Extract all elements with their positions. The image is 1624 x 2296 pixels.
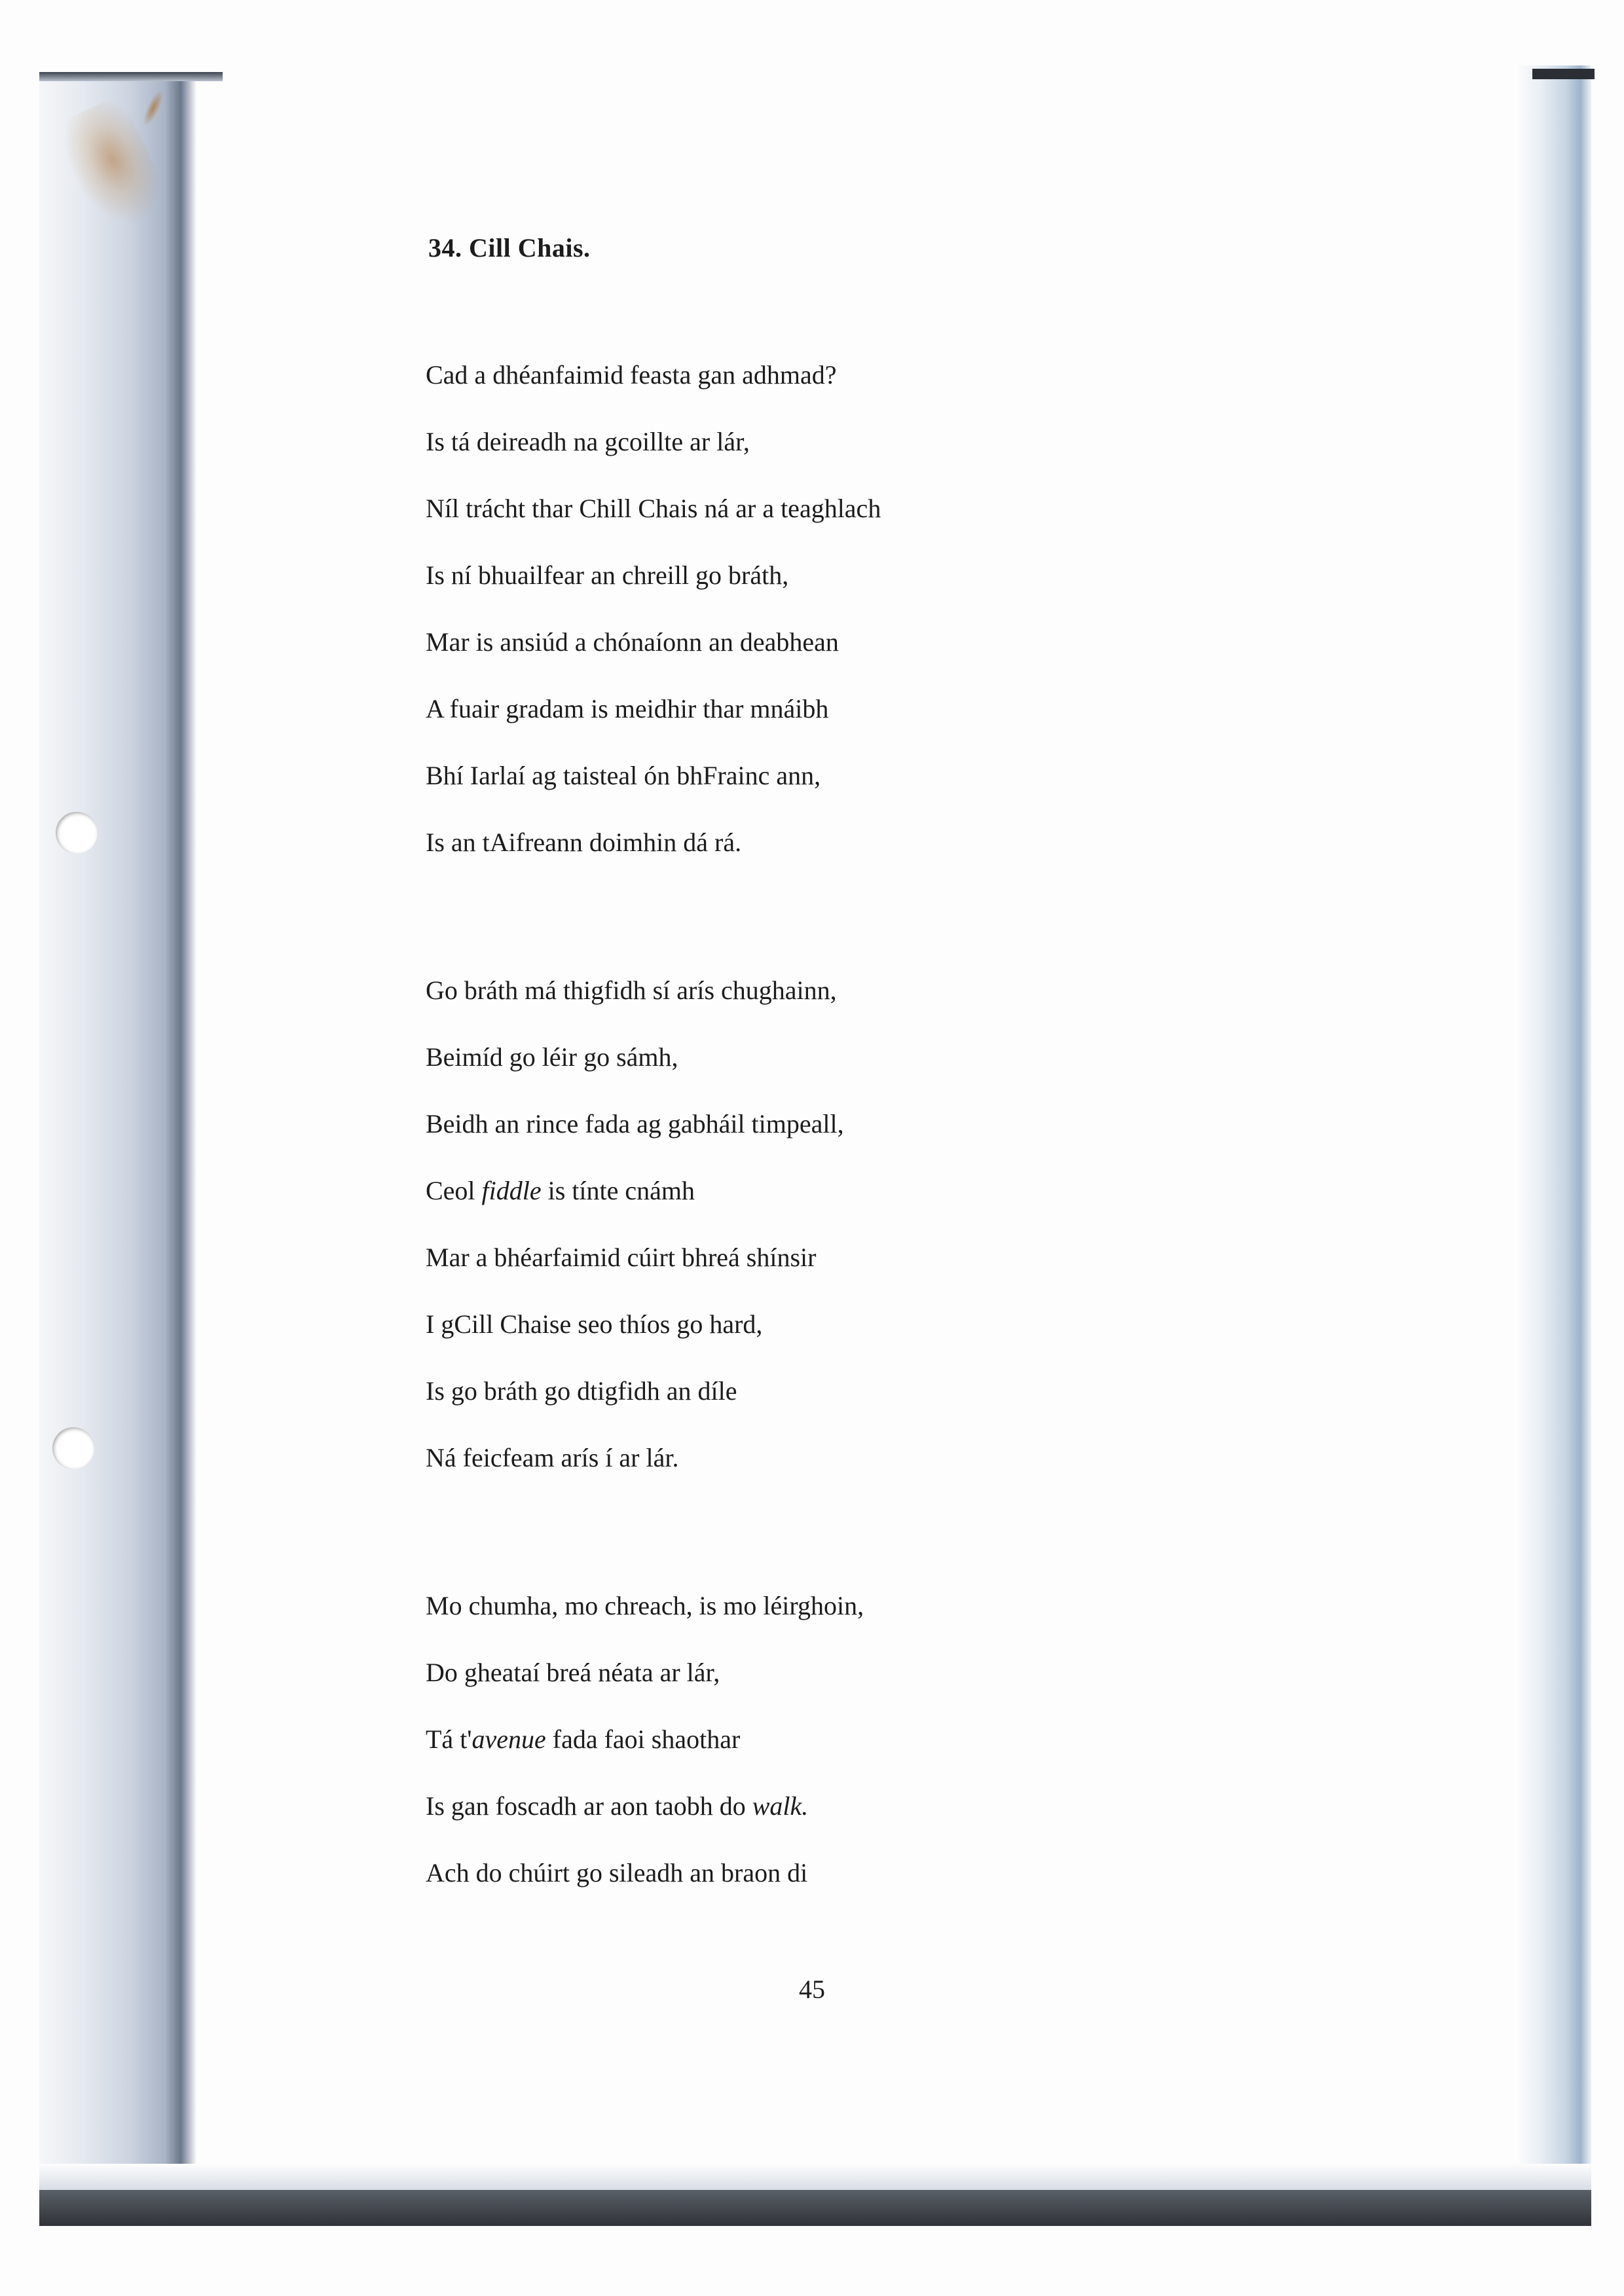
line-text: A fuair gradam is meidhir thar mnáibh — [426, 694, 829, 723]
line-text: Is an tAifreann doimhin dá rá. — [426, 828, 742, 857]
poem-line — [426, 1157, 1408, 1224]
line-text: Is tá deireadh na gcoillte ar lár, — [426, 427, 750, 456]
stanza — [426, 957, 1408, 1491]
poem-line — [426, 742, 1408, 809]
poem-line — [426, 342, 1408, 409]
poem-line — [426, 1773, 1408, 1840]
line-text: Is gan foscadh ar aon taobh do — [426, 1791, 752, 1821]
line-text: Ná feicfeam arís í ar lár. — [426, 1443, 679, 1472]
line-text: Beidh an rince fada ag gabháil timpeall, — [426, 1109, 844, 1139]
poem-line — [426, 809, 1408, 876]
poem-line — [426, 1840, 1408, 1906]
page-number: 45 — [799, 1975, 825, 2004]
poem-line — [426, 957, 1408, 1024]
line-text: Bhí Iarlaí ag taisteal ón bhFrainc ann, — [426, 761, 821, 790]
left-binding-shadow — [39, 72, 196, 2200]
line-text: Is ní bhuailfear an chreill go bráth, — [426, 560, 789, 590]
poem-line — [426, 1639, 1408, 1706]
left-binding-edge — [39, 72, 223, 81]
line-text: Do gheataí breá néata ar lár, — [426, 1658, 720, 1687]
poem-line — [426, 1291, 1408, 1358]
poem-title: 34. Cill Chais. — [428, 233, 591, 263]
punch-hole — [56, 812, 98, 854]
right-page-edge — [1519, 65, 1591, 2193]
poem-line — [426, 542, 1408, 609]
line-text: Tá t' — [426, 1724, 472, 1754]
poem-line — [426, 1224, 1408, 1291]
line-text: Go bráth má thigfidh sí arís chughainn, — [426, 975, 837, 1005]
line-text: Níl trácht thar Chill Chais ná ar a teaghlach — [426, 494, 881, 523]
poem-line — [426, 475, 1408, 542]
poem-line — [426, 676, 1408, 742]
italic-word: walk. — [752, 1791, 809, 1821]
stanza — [426, 342, 1408, 876]
poem-line — [426, 1573, 1408, 1639]
right-edge-top — [1532, 69, 1595, 79]
line-text: is tínte cnámh — [541, 1176, 695, 1205]
line-text: Mar is ansiúd a chónaíonn an deabhean — [426, 627, 839, 657]
stanza — [426, 1573, 1408, 1906]
poem-line — [426, 609, 1408, 676]
poem-line — [426, 1706, 1408, 1773]
line-text: Mo chumha, mo chreach, is mo léirghoin, — [426, 1591, 864, 1620]
line-text: Ceol — [426, 1176, 482, 1205]
poem-line — [426, 409, 1408, 475]
line-text: fada faoi shaothar — [545, 1724, 741, 1754]
line-text: Ach do chúirt go sileadh an braon di — [426, 1858, 808, 1887]
poem-body — [426, 342, 1408, 1906]
poem-line — [426, 1091, 1408, 1157]
poem-line — [426, 1024, 1408, 1091]
poem-line — [426, 1425, 1408, 1491]
bottom-page-edge — [39, 2164, 1591, 2190]
punch-hole — [52, 1427, 94, 1469]
bottom-scanner-bar — [39, 2190, 1591, 2226]
line-text: Cad a dhéanfaimid feasta gan adhmad? — [426, 360, 837, 390]
line-text: Mar a bhéarfaimid cúirt bhreá shínsir — [426, 1243, 817, 1272]
line-text: I gCill Chaise seo thíos go hard, — [426, 1309, 763, 1339]
italic-word: fiddle — [481, 1176, 542, 1205]
line-text: Is go bráth go dtigfidh an díle — [426, 1376, 737, 1406]
poem-line — [426, 1358, 1408, 1425]
poem — [426, 232, 1408, 1988]
italic-word: avenue — [471, 1724, 546, 1754]
line-text: Beimíd go léir go sámh, — [426, 1042, 678, 1072]
